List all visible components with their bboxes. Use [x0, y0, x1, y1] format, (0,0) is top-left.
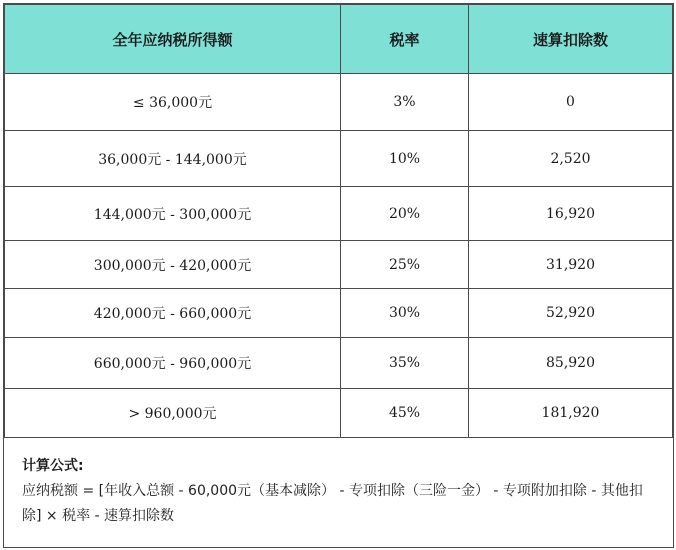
cell-quick-deduction: 0 — [469, 74, 673, 131]
cell-tax-rate: 45% — [341, 389, 469, 438]
table-row — [5, 389, 673, 438]
cell-income-range: ≤ 36,000元 — [5, 74, 341, 131]
header-quick-deduction: 速算扣除数 — [469, 5, 673, 74]
cell-income-range: 420,000元 - 660,000元 — [5, 289, 341, 338]
table-row — [5, 241, 673, 289]
table-row — [5, 74, 673, 131]
cell-income-range: 660,000元 - 960,000元 — [5, 338, 341, 389]
cell-tax-rate: 3% — [341, 74, 469, 131]
cell-quick-deduction: 16,920 — [469, 187, 673, 241]
cell-quick-deduction: 52,920 — [469, 289, 673, 338]
table-header-row — [5, 5, 673, 74]
tax-rate-document — [3, 3, 674, 548]
cell-quick-deduction: 31,920 — [469, 241, 673, 289]
cell-quick-deduction: 2,520 — [469, 131, 673, 187]
formula-section — [4, 438, 673, 529]
cell-income-range: 36,000元 - 144,000元 — [5, 131, 341, 187]
cell-tax-rate: 25% — [341, 241, 469, 289]
cell-income-range: 300,000元 - 420,000元 — [5, 241, 341, 289]
formula-title: 计算公式: — [22, 458, 84, 474]
table-row — [5, 338, 673, 389]
formula-text: 应纳税额 = [年收入总额 - 60,000元（基本减除） - 专项扣除（三险一金） - 专项附加扣除 - 其他扣除] × 税率 - 速算扣除数 — [22, 483, 643, 524]
cell-tax-rate: 35% — [341, 338, 469, 389]
table-row — [5, 131, 673, 187]
cell-income-range: 144,000元 - 300,000元 — [5, 187, 341, 241]
table-row — [5, 187, 673, 241]
cell-quick-deduction: 181,920 — [469, 389, 673, 438]
cell-income-range: > 960,000元 — [5, 389, 341, 438]
header-taxable-income: 全年应纳税所得额 — [5, 5, 341, 74]
table-row — [5, 289, 673, 338]
tax-rate-table — [4, 4, 673, 438]
cell-tax-rate: 10% — [341, 131, 469, 187]
cell-quick-deduction: 85,920 — [469, 338, 673, 389]
cell-tax-rate: 20% — [341, 187, 469, 241]
header-tax-rate: 税率 — [341, 5, 469, 74]
cell-tax-rate: 30% — [341, 289, 469, 338]
